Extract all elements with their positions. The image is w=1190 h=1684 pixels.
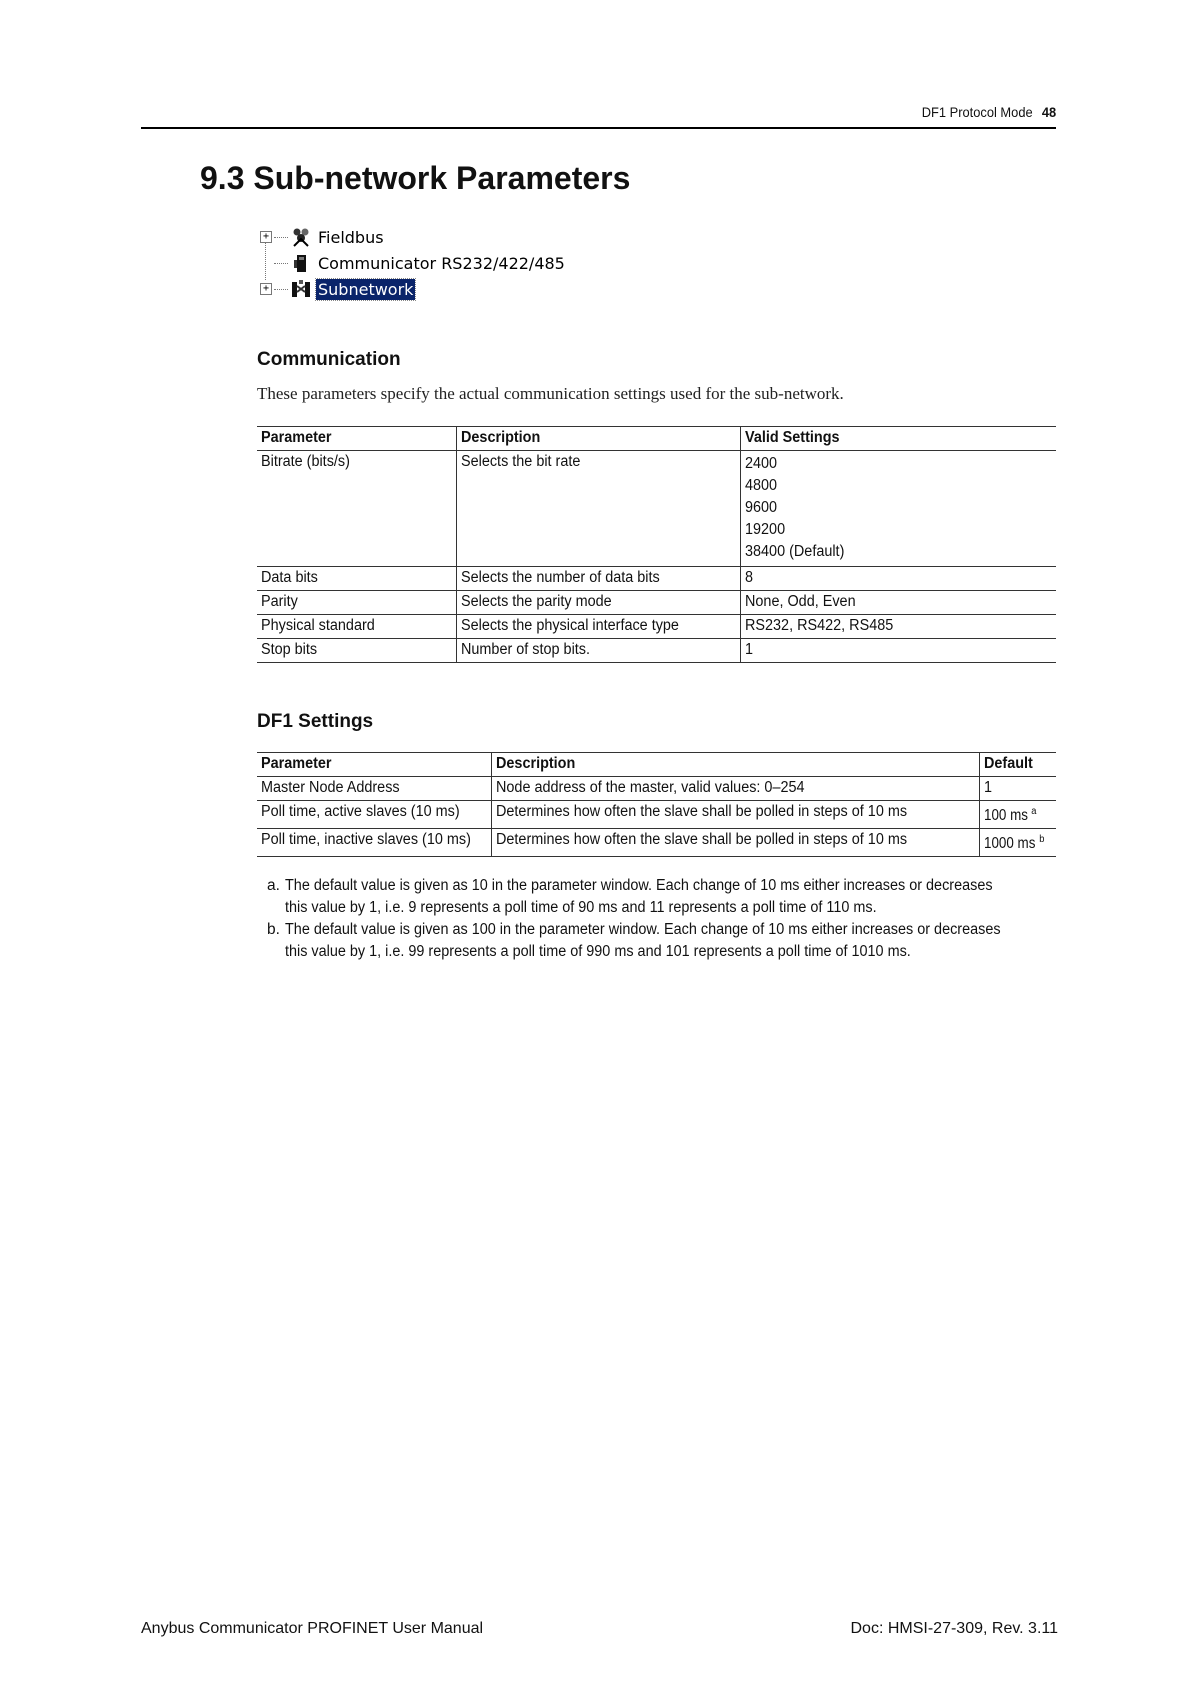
tree-label: Communicator RS232/422/485 [318, 253, 565, 273]
table-row [257, 591, 1056, 615]
table-row [257, 639, 1056, 663]
table-header-row [257, 753, 1056, 777]
footer-doc-number: Doc: HMSI-27-309, Rev. 3.11 [850, 1620, 1058, 1637]
tree-label: Fieldbus [318, 227, 384, 247]
fieldbus-icon [290, 226, 312, 248]
df1-settings-table [257, 752, 1056, 857]
column-header: Valid Settings [740, 427, 1056, 451]
tree-item-subnetwork[interactable] [260, 276, 567, 302]
footnote-text: The default value is given as 100 in the parameter window. Each change of 10 ms either increases or decreases this value by 1, i.e. 99 represents a poll time of 990 ms and 101 represents a poll time of 1010 ms. [285, 921, 1001, 960]
parameter-cell: Parity [257, 591, 456, 615]
description-cell: Determines how often the slave shall be polled in steps of 10 ms [491, 829, 979, 857]
page-number: 48 [1041, 104, 1056, 120]
table-row [257, 615, 1056, 639]
footnote-text: The default value is given as 10 in the parameter window. Each change of 10 ms either increases or decreases this value by 1, i.e. 9 represents a poll time of 90 ms and 11 represents a poll time of 110 ms. [285, 877, 993, 916]
settings-cell: RS232, RS422, RS485 [740, 615, 1056, 639]
page-title: 9.3 Sub-network Parameters [200, 160, 631, 196]
table-row [257, 801, 1056, 829]
description-cell: Number of stop bits. [456, 639, 740, 663]
parameter-cell: Stop bits [257, 639, 456, 663]
running-header [922, 104, 1056, 120]
table-row [257, 567, 1056, 591]
column-header: Description [491, 753, 979, 777]
tree-item-communicator[interactable] [260, 250, 567, 276]
subnetwork-icon [290, 278, 312, 300]
settings-cell: 1 [740, 639, 1056, 663]
communication-intro: These parameters specify the actual communication settings used for the sub-network. [257, 384, 844, 403]
column-header: Parameter [257, 427, 456, 451]
tree-dots [274, 237, 288, 238]
header-section: DF1 Protocol Mode [921, 104, 1033, 120]
table-row [257, 451, 1056, 567]
footer-manual-title: Anybus Communicator PROFINET User Manual [141, 1620, 484, 1637]
default-cell: 100 ms $^a$ [979, 801, 1056, 829]
description-cell: Determines how often the slave shall be polled in steps of 10 ms [491, 801, 979, 829]
table-row [257, 829, 1056, 857]
parameter-cell: Poll time, active slaves (10 ms) [257, 801, 491, 829]
description-cell: Selects the physical interface type [456, 615, 740, 639]
footnote-ref[interactable]: a [1030, 805, 1037, 817]
footnote-marker: b. [267, 921, 280, 938]
column-header: Parameter [257, 753, 491, 777]
column-header: Description [456, 427, 740, 451]
tree-item-fieldbus[interactable] [260, 224, 567, 250]
communication-table [257, 426, 1056, 663]
settings-cell: 2400 4800 9600 19200 38400 (Default) [740, 451, 1056, 567]
footnote [267, 875, 1057, 919]
settings-cell: None, Odd, Even [740, 591, 1056, 615]
default-cell: 1 [979, 777, 1056, 801]
config-tree [260, 224, 567, 302]
parameter-cell: Poll time, inactive slaves (10 ms) [257, 829, 491, 857]
communicator-icon [290, 252, 312, 274]
description-cell: Selects the bit rate [456, 451, 740, 567]
tree-label-selected: Subnetwork [318, 279, 414, 299]
settings-cell: 8 [740, 567, 1056, 591]
footnotes [267, 875, 1057, 963]
footnote-ref[interactable]: b [1038, 833, 1045, 845]
description-cell: Selects the parity mode [456, 591, 740, 615]
footnote-marker: a. [267, 877, 280, 894]
table-header-row [257, 427, 1056, 451]
expand-icon[interactable]: + [260, 283, 272, 295]
parameter-cell: Data bits [257, 567, 456, 591]
tree-dots [274, 289, 288, 290]
parameter-cell: Master Node Address [257, 777, 491, 801]
header-rule [141, 127, 1056, 129]
df1-settings-heading: DF1 Settings [257, 711, 374, 732]
description-cell: Node address of the master, valid values: 0–254 [491, 777, 979, 801]
expand-icon[interactable]: + [260, 231, 272, 243]
footnote [267, 919, 1057, 963]
table-row [257, 777, 1056, 801]
tree-dots [274, 263, 288, 264]
parameter-cell: Physical standard [257, 615, 456, 639]
description-cell: Selects the number of data bits [456, 567, 740, 591]
parameter-cell: Bitrate (bits/s) [257, 451, 456, 567]
default-cell: 1000 ms $^b$ [979, 829, 1056, 857]
communication-heading: Communication [257, 349, 401, 370]
column-header: Default [979, 753, 1056, 777]
